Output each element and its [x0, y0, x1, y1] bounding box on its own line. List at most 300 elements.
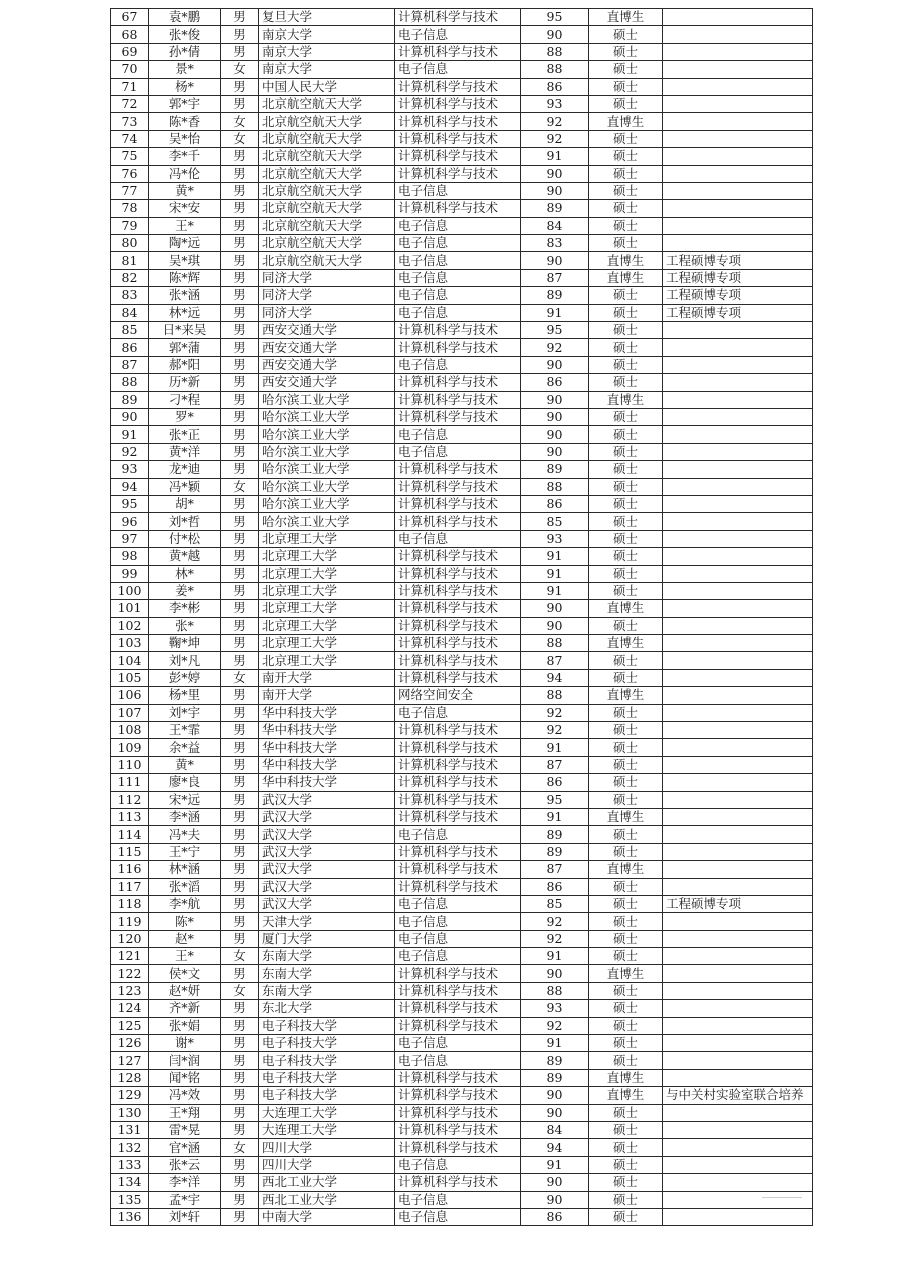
university-cell: 华中科技大学 — [259, 739, 395, 756]
major-cell: 计算机科学与技术 — [395, 1069, 521, 1086]
remark-cell — [663, 617, 813, 634]
degree-type-cell: 硕士 — [589, 1017, 663, 1034]
remark-cell — [663, 1191, 813, 1208]
remark-cell — [663, 1069, 813, 1086]
gender-cell: 男 — [221, 704, 259, 721]
gender-cell: 男 — [221, 635, 259, 652]
name-cell: 王*翔 — [149, 1104, 221, 1121]
score-cell: 90 — [521, 443, 589, 460]
table-row — [111, 1122, 813, 1139]
major-cell: 计算机科学与技术 — [395, 43, 521, 60]
score-cell: 88 — [521, 478, 589, 495]
name-cell: 杨* — [149, 78, 221, 95]
major-cell: 计算机科学与技术 — [395, 861, 521, 878]
remark-cell — [663, 43, 813, 60]
serial-number-cell: 79 — [111, 217, 149, 234]
gender-cell: 男 — [221, 287, 259, 304]
remark-cell — [663, 26, 813, 43]
remark-cell — [663, 982, 813, 999]
degree-type-cell: 硕士 — [589, 95, 663, 112]
score-cell: 93 — [521, 530, 589, 547]
table-row — [111, 304, 813, 321]
remark-cell — [663, 443, 813, 460]
table-row — [111, 965, 813, 982]
university-cell: 北京航空航天大学 — [259, 113, 395, 130]
name-cell: 黄* — [149, 756, 221, 773]
table-row — [111, 791, 813, 808]
major-cell: 电子信息 — [395, 356, 521, 373]
serial-number-cell: 129 — [111, 1087, 149, 1104]
admission-list-sheet — [110, 8, 812, 1226]
university-cell: 东南大学 — [259, 982, 395, 999]
table-row — [111, 235, 813, 252]
major-cell: 计算机科学与技术 — [395, 635, 521, 652]
remark-cell — [663, 339, 813, 356]
serial-number-cell: 117 — [111, 878, 149, 895]
university-cell: 哈尔滨工业大学 — [259, 513, 395, 530]
serial-number-cell: 96 — [111, 513, 149, 530]
serial-number-cell: 70 — [111, 61, 149, 78]
score-cell: 90 — [521, 1104, 589, 1121]
name-cell: 余*益 — [149, 739, 221, 756]
gender-cell: 男 — [221, 200, 259, 217]
name-cell: 赵* — [149, 930, 221, 947]
gender-cell: 男 — [221, 235, 259, 252]
table-row — [111, 913, 813, 930]
gender-cell: 男 — [221, 1087, 259, 1104]
table-row — [111, 200, 813, 217]
gender-cell: 男 — [221, 1000, 259, 1017]
name-cell: 孙*倩 — [149, 43, 221, 60]
score-cell: 91 — [521, 148, 589, 165]
university-cell: 哈尔滨工业大学 — [259, 391, 395, 408]
serial-number-cell: 124 — [111, 1000, 149, 1017]
university-cell: 东南大学 — [259, 965, 395, 982]
degree-type-cell: 硕士 — [589, 339, 663, 356]
gender-cell: 男 — [221, 1069, 259, 1086]
remark-cell: 工程硕博专项 — [663, 895, 813, 912]
major-cell: 电子信息 — [395, 252, 521, 269]
serial-number-cell: 121 — [111, 948, 149, 965]
major-cell: 计算机科学与技术 — [395, 339, 521, 356]
degree-type-cell: 硕士 — [589, 61, 663, 78]
remark-cell — [663, 374, 813, 391]
remark-cell — [663, 61, 813, 78]
university-cell: 南开大学 — [259, 687, 395, 704]
degree-type-cell: 直博生 — [589, 113, 663, 130]
serial-number-cell: 81 — [111, 252, 149, 269]
degree-type-cell: 硕士 — [589, 235, 663, 252]
serial-number-cell: 93 — [111, 461, 149, 478]
major-cell: 电子信息 — [395, 182, 521, 199]
gender-cell: 男 — [221, 269, 259, 286]
name-cell: 冯*颖 — [149, 478, 221, 495]
university-cell: 华中科技大学 — [259, 722, 395, 739]
serial-number-cell: 130 — [111, 1104, 149, 1121]
remark-cell — [663, 1000, 813, 1017]
table-row — [111, 530, 813, 547]
major-cell: 电子信息 — [395, 304, 521, 321]
score-cell: 88 — [521, 635, 589, 652]
university-cell: 电子科技大学 — [259, 1069, 395, 1086]
score-cell: 90 — [521, 1191, 589, 1208]
serial-number-cell: 75 — [111, 148, 149, 165]
score-cell: 89 — [521, 1052, 589, 1069]
name-cell: 杨*里 — [149, 687, 221, 704]
serial-number-cell: 84 — [111, 304, 149, 321]
university-cell: 四川大学 — [259, 1156, 395, 1173]
scan-edge-mark — [762, 1197, 802, 1198]
gender-cell: 男 — [221, 513, 259, 530]
remark-cell — [663, 1017, 813, 1034]
name-cell: 官*涵 — [149, 1139, 221, 1156]
score-cell: 90 — [521, 965, 589, 982]
university-cell: 北京航空航天大学 — [259, 95, 395, 112]
name-cell: 历*新 — [149, 374, 221, 391]
gender-cell: 男 — [221, 756, 259, 773]
gender-cell: 男 — [221, 1191, 259, 1208]
major-cell: 计算机科学与技术 — [395, 582, 521, 599]
remark-cell — [663, 426, 813, 443]
remark-cell: 工程硕博专项 — [663, 287, 813, 304]
major-cell: 计算机科学与技术 — [395, 1139, 521, 1156]
table-row — [111, 322, 813, 339]
remark-cell — [663, 565, 813, 582]
degree-type-cell: 直博生 — [589, 391, 663, 408]
gender-cell: 男 — [221, 878, 259, 895]
university-cell: 南开大学 — [259, 669, 395, 686]
name-cell: 张*正 — [149, 426, 221, 443]
major-cell: 计算机科学与技术 — [395, 113, 521, 130]
university-cell: 南京大学 — [259, 61, 395, 78]
gender-cell: 男 — [221, 1156, 259, 1173]
major-cell: 电子信息 — [395, 287, 521, 304]
university-cell: 同济大学 — [259, 269, 395, 286]
degree-type-cell: 硕士 — [589, 443, 663, 460]
score-cell: 91 — [521, 582, 589, 599]
score-cell: 90 — [521, 600, 589, 617]
table-row — [111, 287, 813, 304]
remark-cell — [663, 913, 813, 930]
remark-cell — [663, 200, 813, 217]
table-row — [111, 1104, 813, 1121]
score-cell: 92 — [521, 339, 589, 356]
score-cell: 88 — [521, 43, 589, 60]
table-row — [111, 1000, 813, 1017]
score-cell: 89 — [521, 826, 589, 843]
major-cell: 电子信息 — [395, 895, 521, 912]
serial-number-cell: 127 — [111, 1052, 149, 1069]
score-cell: 88 — [521, 61, 589, 78]
table-row — [111, 356, 813, 373]
remark-cell — [663, 1035, 813, 1052]
table-row — [111, 704, 813, 721]
score-cell: 88 — [521, 982, 589, 999]
degree-type-cell: 硕士 — [589, 1104, 663, 1121]
major-cell: 计算机科学与技术 — [395, 1104, 521, 1121]
gender-cell: 女 — [221, 948, 259, 965]
table-row — [111, 182, 813, 199]
university-cell: 北京理工大学 — [259, 600, 395, 617]
table-row — [111, 461, 813, 478]
major-cell: 电子信息 — [395, 269, 521, 286]
university-cell: 大连理工大学 — [259, 1122, 395, 1139]
university-cell: 哈尔滨工业大学 — [259, 478, 395, 495]
remark-cell — [663, 687, 813, 704]
gender-cell: 男 — [221, 408, 259, 425]
serial-number-cell: 133 — [111, 1156, 149, 1173]
score-cell: 92 — [521, 1017, 589, 1034]
remark-cell — [663, 478, 813, 495]
score-cell: 86 — [521, 78, 589, 95]
gender-cell: 男 — [221, 495, 259, 512]
name-cell: 罗* — [149, 408, 221, 425]
university-cell: 华中科技大学 — [259, 756, 395, 773]
name-cell: 吴*琪 — [149, 252, 221, 269]
major-cell: 计算机科学与技术 — [395, 722, 521, 739]
degree-type-cell: 硕士 — [589, 374, 663, 391]
major-cell: 计算机科学与技术 — [395, 774, 521, 791]
remark-cell — [663, 1208, 813, 1225]
score-cell: 90 — [521, 356, 589, 373]
degree-type-cell: 硕士 — [589, 826, 663, 843]
table-row — [111, 687, 813, 704]
university-cell: 电子科技大学 — [259, 1087, 395, 1104]
name-cell: 黄* — [149, 182, 221, 199]
name-cell: 赵*妍 — [149, 982, 221, 999]
university-cell: 北京航空航天大学 — [259, 165, 395, 182]
table-row — [111, 43, 813, 60]
gender-cell: 女 — [221, 61, 259, 78]
university-cell: 大连理工大学 — [259, 1104, 395, 1121]
remark-cell — [663, 513, 813, 530]
name-cell: 李*航 — [149, 895, 221, 912]
table-row — [111, 895, 813, 912]
gender-cell: 男 — [221, 26, 259, 43]
score-cell: 90 — [521, 617, 589, 634]
score-cell: 92 — [521, 704, 589, 721]
score-cell: 91 — [521, 739, 589, 756]
major-cell: 网络空间安全 — [395, 687, 521, 704]
name-cell: 宋*安 — [149, 200, 221, 217]
serial-number-cell: 74 — [111, 130, 149, 147]
serial-number-cell: 125 — [111, 1017, 149, 1034]
degree-type-cell: 硕士 — [589, 1191, 663, 1208]
score-cell: 91 — [521, 304, 589, 321]
major-cell: 电子信息 — [395, 443, 521, 460]
score-cell: 91 — [521, 565, 589, 582]
major-cell: 计算机科学与技术 — [395, 965, 521, 982]
serial-number-cell: 119 — [111, 913, 149, 930]
score-cell: 95 — [521, 9, 589, 26]
score-cell: 90 — [521, 391, 589, 408]
remark-cell — [663, 113, 813, 130]
serial-number-cell: 95 — [111, 495, 149, 512]
degree-type-cell: 硕士 — [589, 669, 663, 686]
gender-cell: 男 — [221, 826, 259, 843]
name-cell: 吴*怡 — [149, 130, 221, 147]
name-cell: 李*千 — [149, 148, 221, 165]
score-cell: 85 — [521, 895, 589, 912]
serial-number-cell: 67 — [111, 9, 149, 26]
table-row — [111, 774, 813, 791]
remark-cell — [663, 9, 813, 26]
degree-type-cell: 硕士 — [589, 182, 663, 199]
degree-type-cell: 直博生 — [589, 600, 663, 617]
score-cell: 88 — [521, 687, 589, 704]
university-cell: 武汉大学 — [259, 808, 395, 825]
gender-cell: 男 — [221, 617, 259, 634]
score-cell: 87 — [521, 269, 589, 286]
gender-cell: 男 — [221, 774, 259, 791]
name-cell: 刘*宇 — [149, 704, 221, 721]
table-row — [111, 739, 813, 756]
major-cell: 计算机科学与技术 — [395, 1174, 521, 1191]
serial-number-cell: 122 — [111, 965, 149, 982]
major-cell: 计算机科学与技术 — [395, 322, 521, 339]
table-row — [111, 130, 813, 147]
degree-type-cell: 硕士 — [589, 895, 663, 912]
gender-cell: 男 — [221, 548, 259, 565]
degree-type-cell: 硕士 — [589, 200, 663, 217]
serial-number-cell: 106 — [111, 687, 149, 704]
serial-number-cell: 92 — [111, 443, 149, 460]
name-cell: 张*云 — [149, 1156, 221, 1173]
major-cell: 计算机科学与技术 — [395, 843, 521, 860]
name-cell: 龙*迪 — [149, 461, 221, 478]
university-cell: 武汉大学 — [259, 861, 395, 878]
gender-cell: 男 — [221, 1017, 259, 1034]
degree-type-cell: 硕士 — [589, 791, 663, 808]
admission-table-body — [111, 9, 813, 1226]
serial-number-cell: 94 — [111, 478, 149, 495]
score-cell: 89 — [521, 843, 589, 860]
score-cell: 84 — [521, 217, 589, 234]
gender-cell: 男 — [221, 78, 259, 95]
name-cell: 彭*婷 — [149, 669, 221, 686]
serial-number-cell: 135 — [111, 1191, 149, 1208]
degree-type-cell: 硕士 — [589, 513, 663, 530]
gender-cell: 男 — [221, 895, 259, 912]
university-cell: 东南大学 — [259, 948, 395, 965]
score-cell: 89 — [521, 200, 589, 217]
university-cell: 北京理工大学 — [259, 652, 395, 669]
serial-number-cell: 68 — [111, 26, 149, 43]
name-cell: 刘*凡 — [149, 652, 221, 669]
major-cell: 计算机科学与技术 — [395, 374, 521, 391]
major-cell: 计算机科学与技术 — [395, 669, 521, 686]
name-cell: 廖*良 — [149, 774, 221, 791]
gender-cell: 男 — [221, 1104, 259, 1121]
remark-cell — [663, 182, 813, 199]
university-cell: 西安交通大学 — [259, 322, 395, 339]
major-cell: 计算机科学与技术 — [395, 548, 521, 565]
degree-type-cell: 硕士 — [589, 774, 663, 791]
major-cell: 计算机科学与技术 — [395, 791, 521, 808]
gender-cell: 男 — [221, 808, 259, 825]
table-row — [111, 1087, 813, 1104]
name-cell: 陈*香 — [149, 113, 221, 130]
remark-cell — [663, 861, 813, 878]
score-cell: 92 — [521, 130, 589, 147]
university-cell: 北京航空航天大学 — [259, 148, 395, 165]
score-cell: 83 — [521, 235, 589, 252]
remark-cell — [663, 791, 813, 808]
table-row — [111, 113, 813, 130]
degree-type-cell: 硕士 — [589, 43, 663, 60]
degree-type-cell: 硕士 — [589, 582, 663, 599]
table-row — [111, 148, 813, 165]
gender-cell: 男 — [221, 1122, 259, 1139]
major-cell: 计算机科学与技术 — [395, 165, 521, 182]
university-cell: 北京航空航天大学 — [259, 235, 395, 252]
degree-type-cell: 硕士 — [589, 78, 663, 95]
major-cell: 电子信息 — [395, 948, 521, 965]
university-cell: 北京理工大学 — [259, 548, 395, 565]
serial-number-cell: 78 — [111, 200, 149, 217]
table-row — [111, 339, 813, 356]
gender-cell: 男 — [221, 861, 259, 878]
major-cell: 计算机科学与技术 — [395, 739, 521, 756]
gender-cell: 男 — [221, 1174, 259, 1191]
major-cell: 计算机科学与技术 — [395, 1017, 521, 1034]
name-cell: 林*涵 — [149, 861, 221, 878]
score-cell: 95 — [521, 322, 589, 339]
remark-cell — [663, 652, 813, 669]
gender-cell: 男 — [221, 217, 259, 234]
serial-number-cell: 71 — [111, 78, 149, 95]
remark-cell — [663, 739, 813, 756]
name-cell: 刘*哲 — [149, 513, 221, 530]
university-cell: 武汉大学 — [259, 895, 395, 912]
remark-cell — [663, 235, 813, 252]
table-row — [111, 1052, 813, 1069]
major-cell: 电子信息 — [395, 1156, 521, 1173]
name-cell: 姜* — [149, 582, 221, 599]
remark-cell — [663, 948, 813, 965]
degree-type-cell: 硕士 — [589, 495, 663, 512]
major-cell: 计算机科学与技术 — [395, 600, 521, 617]
table-row — [111, 1191, 813, 1208]
university-cell: 西安交通大学 — [259, 339, 395, 356]
name-cell: 林* — [149, 565, 221, 582]
degree-type-cell: 硕士 — [589, 148, 663, 165]
remark-cell — [663, 95, 813, 112]
table-row — [111, 217, 813, 234]
major-cell: 电子信息 — [395, 1035, 521, 1052]
major-cell: 计算机科学与技术 — [395, 652, 521, 669]
major-cell: 计算机科学与技术 — [395, 878, 521, 895]
university-cell: 哈尔滨工业大学 — [259, 443, 395, 460]
remark-cell — [663, 774, 813, 791]
remark-cell — [663, 322, 813, 339]
degree-type-cell: 直博生 — [589, 252, 663, 269]
score-cell: 91 — [521, 1156, 589, 1173]
serial-number-cell: 104 — [111, 652, 149, 669]
table-row — [111, 808, 813, 825]
degree-type-cell: 硕士 — [589, 1035, 663, 1052]
table-row — [111, 391, 813, 408]
score-cell: 91 — [521, 548, 589, 565]
name-cell: 李*彬 — [149, 600, 221, 617]
serial-number-cell: 111 — [111, 774, 149, 791]
name-cell: 冯*伦 — [149, 165, 221, 182]
name-cell: 陈* — [149, 913, 221, 930]
name-cell: 日*来吴 — [149, 322, 221, 339]
serial-number-cell: 105 — [111, 669, 149, 686]
table-row — [111, 548, 813, 565]
table-row — [111, 652, 813, 669]
